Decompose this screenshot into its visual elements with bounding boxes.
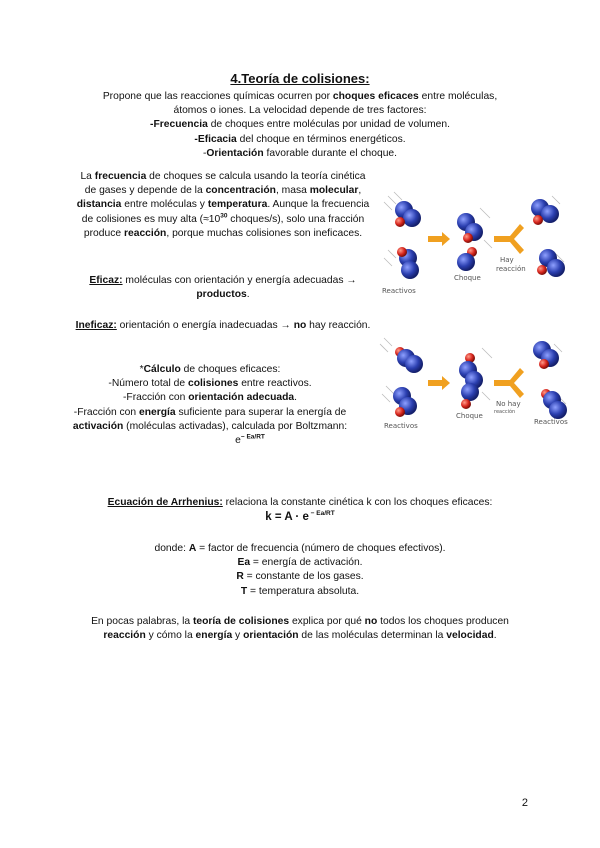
page-number: 2 xyxy=(521,797,528,809)
text: relaciona la constante cinética k con los choques eficaces: xyxy=(222,497,493,508)
ineficaz-label: Ineficaz: xyxy=(75,320,117,331)
donde-section xyxy=(40,542,560,599)
bold: orientación adecuada xyxy=(188,392,295,404)
text: La xyxy=(80,171,95,182)
bold: Ea xyxy=(237,557,251,569)
text: todos los choques producen xyxy=(377,616,509,627)
arrhenius-label: Ecuación de Arrhenius: xyxy=(107,497,223,508)
text: , porque muchas colisiones son ineficaces. xyxy=(166,227,363,239)
bold: reacción xyxy=(103,630,146,642)
ineficaz-paragraph xyxy=(75,319,371,333)
bold: energía xyxy=(195,630,233,642)
label-reactivos: Reactivos xyxy=(382,287,416,295)
eficaz-paragraph xyxy=(75,274,371,302)
label-hay: Hay xyxy=(500,256,514,264)
conclusion-paragraph xyxy=(40,615,560,643)
bold: T xyxy=(240,585,248,597)
text: = factor de frecuencia (número de choques efectivos). xyxy=(196,543,446,554)
bold: temperatura xyxy=(207,199,268,211)
bold: teoría de colisiones xyxy=(192,616,290,627)
text: En pocas palabras, la xyxy=(91,616,193,627)
text: -Fracción con xyxy=(73,406,140,418)
label-reaccion: reacción xyxy=(496,265,526,273)
intro-paragraph xyxy=(70,90,530,161)
bold: concentración xyxy=(205,185,276,197)
label-reaccion: reacción xyxy=(494,409,516,415)
bold: frecuencia xyxy=(94,171,147,182)
factor-eficacia: -Eficacia xyxy=(194,133,237,145)
text: entre reactivos. xyxy=(238,378,312,390)
bold: energía xyxy=(139,406,176,418)
text: -Fracción con xyxy=(123,392,189,404)
intro-text: Propone que las reacciones químicas ocurren por xyxy=(102,91,333,102)
label-reactivos: Reactivos xyxy=(384,422,418,430)
text: hay reacción. xyxy=(306,320,371,331)
frecuencia-paragraph xyxy=(75,170,371,241)
intro-text: entre moléculas, xyxy=(418,91,498,102)
text: . xyxy=(493,630,497,642)
text: explica por qué xyxy=(289,616,365,627)
text: donde: xyxy=(154,543,189,554)
text: . Aunque la frecuencia de colisiones es muy alta (≈10 xyxy=(81,199,370,225)
bold: orientación xyxy=(243,630,299,642)
text: . xyxy=(294,392,297,404)
page-title: 4.Teoría de colisiones: xyxy=(230,71,370,86)
bold: molecular xyxy=(309,185,359,197)
exponent: − Ea/RT xyxy=(308,510,335,518)
bold: no xyxy=(364,616,378,627)
label-choque: Choque xyxy=(456,412,483,420)
text: -Número total de xyxy=(108,378,188,390)
text: de choques eficaces: xyxy=(180,364,281,375)
text: = energía de activación. xyxy=(250,557,363,569)
figure-eficaz xyxy=(380,188,575,300)
text: * xyxy=(139,364,144,375)
factor-frecuencia: -Frecuencia xyxy=(150,119,208,131)
arrhenius-section xyxy=(40,496,560,524)
text: . xyxy=(246,289,250,301)
text: entre moléculas y xyxy=(121,199,208,211)
text: e xyxy=(235,435,241,447)
bold: distancia xyxy=(76,199,122,211)
bold: A xyxy=(188,543,197,554)
label-no-hay: No hay xyxy=(496,400,521,408)
calculo-section xyxy=(45,363,375,448)
text: , xyxy=(358,185,362,197)
label-reactivos-final: Reactivos xyxy=(534,418,568,426)
label-choque: Choque xyxy=(454,274,481,282)
bold: colisiones xyxy=(187,378,239,390)
factor-text: del choque en términos energéticos. xyxy=(236,133,406,145)
bold: Cálculo xyxy=(143,364,181,375)
bold: R xyxy=(236,571,244,583)
arrhenius-equation: k = A · e xyxy=(265,511,309,524)
exponent: − Ea/RT xyxy=(240,433,265,441)
factor-orientacion: Orientación xyxy=(206,147,264,159)
intro-line: átomos o iones. La velocidad depende de tres factores: xyxy=(173,105,427,117)
text: de choques se calcula usando la teoría cinética de gases y depende de la xyxy=(84,171,366,197)
text: y xyxy=(232,630,244,642)
text: de las moléculas determinan la xyxy=(298,630,447,642)
text: = constante de los gases. xyxy=(243,571,364,583)
text: suficiente para superar la energía de xyxy=(175,406,347,418)
text: choques/s), solo una fracción produce xyxy=(83,213,365,239)
factor-dash: - xyxy=(202,147,207,159)
text: moléculas con orientación y energía adecuadas → xyxy=(122,275,357,286)
text: , masa xyxy=(275,185,310,197)
text: = temperatura absoluta. xyxy=(247,585,360,597)
molecule-collision-diagram xyxy=(380,188,575,300)
bold: activación xyxy=(72,420,124,432)
text: y cómo la xyxy=(145,630,196,642)
bold: no xyxy=(293,320,307,331)
text: orientación o energía inadecuadas → xyxy=(116,320,294,331)
text: (moléculas activadas), calculada por Boltzmann: xyxy=(123,420,348,432)
factor-text: de choques entre moléculas por unidad de volumen. xyxy=(207,119,450,131)
eficaz-label: Eficaz: xyxy=(89,275,123,286)
intro-bold: choques eficaces xyxy=(332,91,419,102)
factor-text: favorable durante el choque. xyxy=(263,147,398,159)
bold: productos xyxy=(196,289,247,301)
bold: velocidad xyxy=(446,630,494,642)
bold: reacción xyxy=(123,227,167,239)
figure-ineficaz xyxy=(378,334,578,434)
exponent: 30 xyxy=(220,212,228,220)
